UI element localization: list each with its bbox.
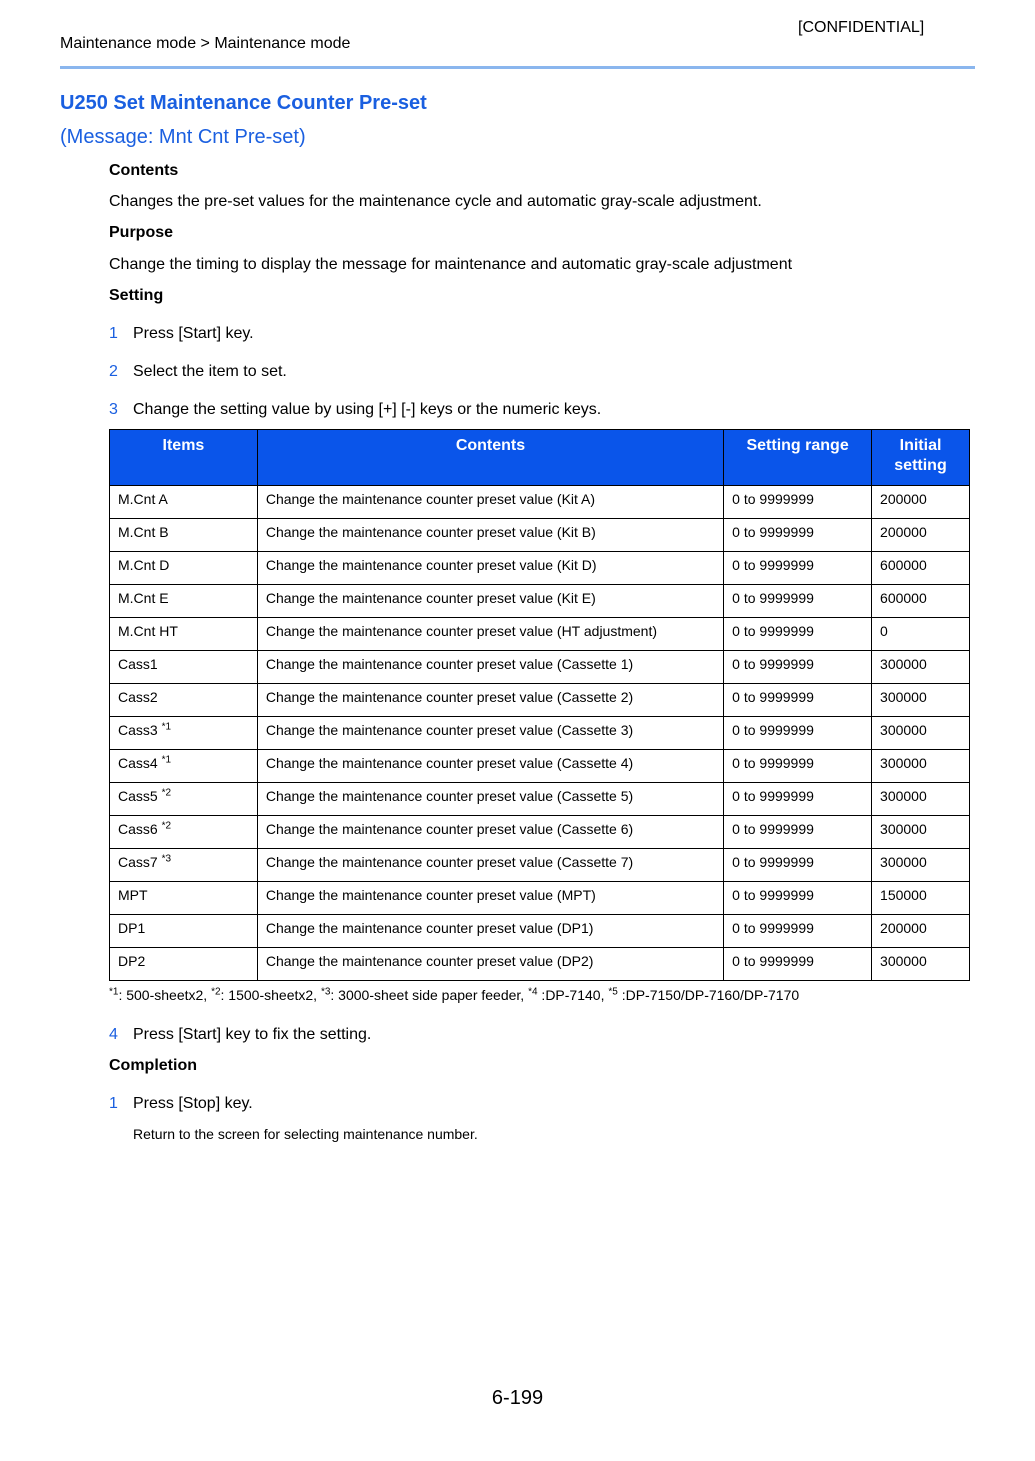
cell-item xyxy=(110,684,258,717)
cell-contents: Change the maintenance counter preset value (Cassette 1) xyxy=(257,651,723,684)
cell-initial-setting: 300000 xyxy=(872,783,970,816)
footnote-marker: *2 xyxy=(161,787,172,799)
cell-initial-setting: 0 xyxy=(872,618,970,651)
cell-contents: Change the maintenance counter preset value (Kit A) xyxy=(257,486,723,519)
column-header-items: Items xyxy=(110,430,258,486)
cell-contents: Change the maintenance counter preset value (Cassette 7) xyxy=(257,849,723,882)
settings-table xyxy=(109,429,970,981)
cell-initial-setting: 300000 xyxy=(872,948,970,981)
cell-setting-range: 0 to 9999999 xyxy=(724,684,872,717)
table-row xyxy=(110,486,970,519)
table-row xyxy=(110,882,970,915)
cell-item xyxy=(110,618,258,651)
cell-contents: Change the maintenance counter preset value (Kit E) xyxy=(257,585,723,618)
item-name: Cass2 xyxy=(118,689,158,705)
setting-heading: Setting xyxy=(109,287,164,304)
cell-item xyxy=(110,519,258,552)
footnote-text: : 500-sheetx2, xyxy=(118,987,212,1003)
footnote-text: :DP-7140, xyxy=(537,987,609,1003)
item-name: Cass5 xyxy=(118,788,158,804)
header-rule xyxy=(60,66,975,69)
step-text: Press [Stop] key. xyxy=(133,1095,253,1112)
item-name: M.Cnt E xyxy=(118,590,169,606)
cell-initial-setting: 300000 xyxy=(872,684,970,717)
cell-contents: Change the maintenance counter preset value (Cassette 4) xyxy=(257,750,723,783)
table-row xyxy=(110,519,970,552)
setting-step-1 xyxy=(109,325,254,343)
completion-heading: Completion xyxy=(109,1057,197,1074)
completion-step-1 xyxy=(109,1095,253,1113)
cell-setting-range: 0 to 9999999 xyxy=(724,849,872,882)
cell-contents: Change the maintenance counter preset value (Kit B) xyxy=(257,519,723,552)
item-name: M.Cnt A xyxy=(118,491,168,507)
step-number: 2 xyxy=(109,363,118,380)
cell-item xyxy=(110,948,258,981)
column-header-setting-range: Setting range xyxy=(724,430,872,486)
cell-contents: Change the maintenance counter preset value (Cassette 6) xyxy=(257,816,723,849)
footnote-text: : 3000-sheet side paper feeder, xyxy=(330,987,529,1003)
cell-setting-range: 0 to 9999999 xyxy=(724,750,872,783)
item-name: Cass3 xyxy=(118,722,158,738)
cell-setting-range: 0 to 9999999 xyxy=(724,552,872,585)
footnote-mark: *2 xyxy=(211,986,221,998)
setting-step-3 xyxy=(109,401,601,419)
cell-initial-setting: 300000 xyxy=(872,750,970,783)
confidential-label: [CONFIDENTIAL] xyxy=(798,19,925,36)
cell-item xyxy=(110,783,258,816)
footnote-marker: *1 xyxy=(161,721,172,733)
contents-text: Changes the pre-set values for the maintenance cycle and automatic gray-scale adjustment. xyxy=(109,193,762,210)
table-row xyxy=(110,849,970,882)
cell-item xyxy=(110,882,258,915)
cell-initial-setting: 150000 xyxy=(872,882,970,915)
contents-heading: Contents xyxy=(109,162,179,179)
cell-item xyxy=(110,915,258,948)
completion-note: Return to the screen for selecting maintenance number. xyxy=(133,1126,478,1142)
step-number: 1 xyxy=(109,325,118,342)
item-name: MPT xyxy=(118,887,148,903)
step-text: Press [Start] key to fix the setting. xyxy=(133,1026,372,1043)
cell-setting-range: 0 to 9999999 xyxy=(724,816,872,849)
footnote-marker: *3 xyxy=(161,853,172,865)
step-number: 1 xyxy=(109,1095,118,1112)
cell-contents: Change the maintenance counter preset value (Cassette 5) xyxy=(257,783,723,816)
item-name: M.Cnt HT xyxy=(118,623,178,639)
cell-setting-range: 0 to 9999999 xyxy=(724,585,872,618)
cell-initial-setting: 300000 xyxy=(872,816,970,849)
footnote-text: : 1500-sheetx2, xyxy=(220,987,321,1003)
footnote-text: :DP-7150/DP-7160/DP-7170 xyxy=(617,987,800,1003)
step-text: Press [Start] key. xyxy=(133,325,254,342)
item-name: Cass4 xyxy=(118,755,158,771)
cell-item xyxy=(110,717,258,750)
footnote-mark: *5 xyxy=(608,986,618,998)
table-row xyxy=(110,915,970,948)
column-header-initial-setting: Initial setting xyxy=(872,430,970,486)
setting-step-4 xyxy=(109,1026,371,1044)
table-row xyxy=(110,618,970,651)
footnote-mark: *1 xyxy=(109,986,119,998)
item-name: Cass6 xyxy=(118,821,158,837)
cell-item xyxy=(110,552,258,585)
cell-setting-range: 0 to 9999999 xyxy=(724,915,872,948)
page-subtitle: (Message: Mnt Cnt Pre-set) xyxy=(60,126,306,148)
cell-item xyxy=(110,486,258,519)
table-body xyxy=(110,486,970,981)
step-text: Select the item to set. xyxy=(133,363,287,380)
cell-initial-setting: 200000 xyxy=(872,486,970,519)
table-row xyxy=(110,948,970,981)
cell-item xyxy=(110,651,258,684)
table-row xyxy=(110,783,970,816)
cell-initial-setting: 600000 xyxy=(872,552,970,585)
cell-contents: Change the maintenance counter preset value (Cassette 3) xyxy=(257,717,723,750)
cell-contents: Change the maintenance counter preset value (DP1) xyxy=(257,915,723,948)
footnote-mark: *3 xyxy=(320,986,331,998)
breadcrumb: Maintenance mode > Maintenance mode xyxy=(60,35,351,52)
purpose-heading: Purpose xyxy=(109,224,174,241)
table-row xyxy=(110,684,970,717)
item-name: DP1 xyxy=(118,920,146,936)
table-row xyxy=(110,816,970,849)
cell-setting-range: 0 to 9999999 xyxy=(724,717,872,750)
cell-contents: Change the maintenance counter preset value (HT adjustment) xyxy=(257,618,723,651)
item-name: M.Cnt D xyxy=(118,557,170,573)
page-title: U250 Set Maintenance Counter Pre-set xyxy=(60,92,427,114)
table-row xyxy=(110,651,970,684)
cell-setting-range: 0 to 9999999 xyxy=(724,948,872,981)
step-number: 4 xyxy=(109,1026,118,1043)
item-name: M.Cnt B xyxy=(118,524,169,540)
table-row xyxy=(110,552,970,585)
cell-setting-range: 0 to 9999999 xyxy=(724,651,872,684)
footnote-mark: *4 xyxy=(528,986,538,998)
cell-initial-setting: 300000 xyxy=(872,717,970,750)
cell-item xyxy=(110,816,258,849)
cell-setting-range: 0 to 9999999 xyxy=(724,519,872,552)
item-name: DP2 xyxy=(118,953,146,969)
cell-contents: Change the maintenance counter preset value (DP2) xyxy=(257,948,723,981)
page-number: 6-199 xyxy=(491,1387,544,1409)
cell-contents: Change the maintenance counter preset value (MPT) xyxy=(257,882,723,915)
footnote-marker: *2 xyxy=(161,820,172,832)
table-row xyxy=(110,750,970,783)
setting-step-2 xyxy=(109,363,287,381)
cell-item xyxy=(110,585,258,618)
table-header-row xyxy=(110,430,970,486)
cell-setting-range: 0 to 9999999 xyxy=(724,618,872,651)
cell-item xyxy=(110,849,258,882)
table-row xyxy=(110,717,970,750)
cell-setting-range: 0 to 9999999 xyxy=(724,783,872,816)
column-header-contents: Contents xyxy=(257,430,723,486)
cell-initial-setting: 600000 xyxy=(872,585,970,618)
item-name: Cass1 xyxy=(118,656,158,672)
item-name: Cass7 xyxy=(118,854,158,870)
cell-initial-setting: 200000 xyxy=(872,519,970,552)
cell-setting-range: 0 to 9999999 xyxy=(724,882,872,915)
cell-initial-setting: 200000 xyxy=(872,915,970,948)
purpose-text: Change the timing to display the message for maintenance and automatic gray-scale adjustment xyxy=(109,256,793,273)
cell-item xyxy=(110,750,258,783)
footnote-marker: *1 xyxy=(161,754,172,766)
cell-initial-setting: 300000 xyxy=(872,849,970,882)
cell-contents: Change the maintenance counter preset value (Kit D) xyxy=(257,552,723,585)
cell-contents: Change the maintenance counter preset value (Cassette 2) xyxy=(257,684,723,717)
cell-setting-range: 0 to 9999999 xyxy=(724,486,872,519)
cell-initial-setting: 300000 xyxy=(872,651,970,684)
table-row xyxy=(110,585,970,618)
step-text: Change the setting value by using [+] [-] keys or the numeric keys. xyxy=(133,401,602,418)
step-number: 3 xyxy=(109,401,118,418)
table-footnotes xyxy=(109,987,799,1003)
